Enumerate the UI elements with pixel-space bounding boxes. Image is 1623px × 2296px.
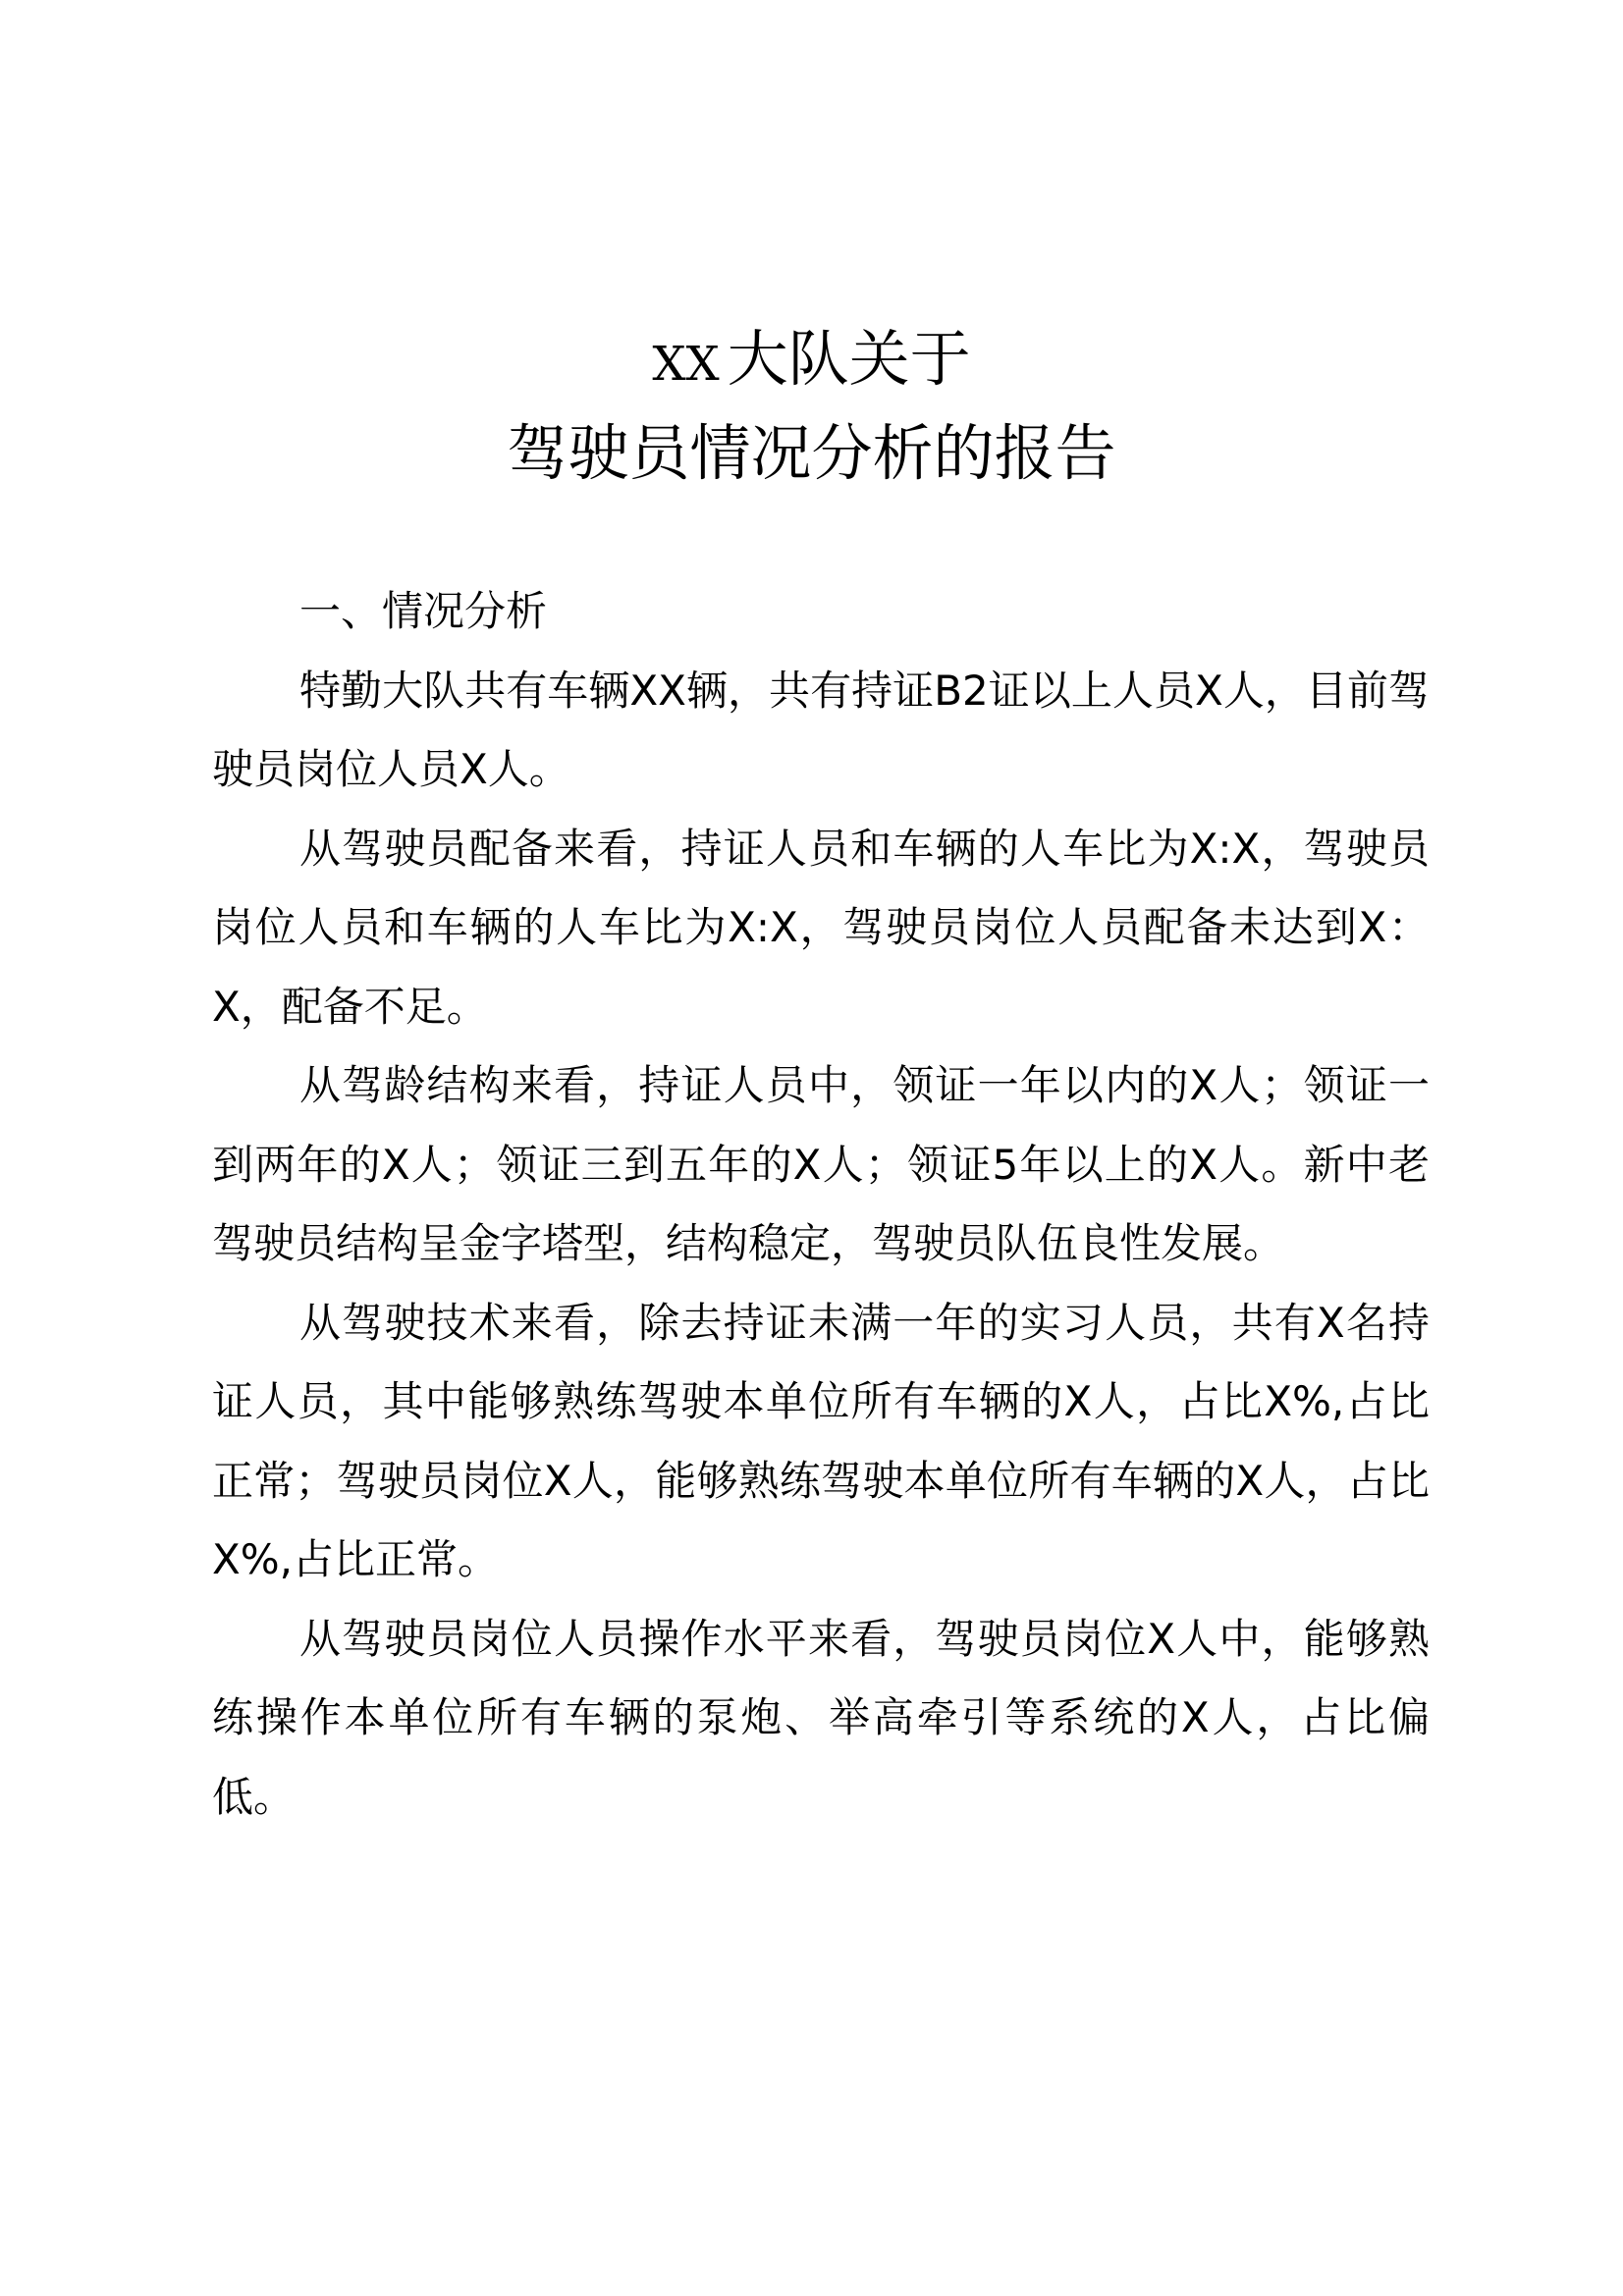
document-body: [212, 572, 1430, 1837]
document-title: [0, 312, 1623, 501]
paragraph-staffing: 从驾驶员配备来看，持证人员和车辆的人车比为X:X，驾驶员岗位人员和车辆的人车比为X:X，驾驶员岗位人员配备未达到X：X，配备不足。: [212, 824, 1430, 1031]
title-prefix: XX: [652, 337, 720, 392]
paragraph-operation-level: 从驾驶员岗位人员操作水平来看，驾驶员岗位X人中，能够熟练操作本单位所有车辆的泵炮、举高牵引等系统的X人，占比偏低。: [212, 1614, 1430, 1821]
paragraph-vehicles: 特勤大队共有车辆XX辆，共有持证B2证以上人员X人，目前驾驶员岗位人员X人。: [212, 666, 1430, 793]
paragraph-driving-age: 从驾龄结构来看，持证人员中，领证一年以内的X人；领证一到两年的X人；领证三到五年的X人；领证5年以上的X人。新中老驾驶员结构呈金字塔型，结构稳定，驾驶员队伍良性发展。: [212, 1061, 1430, 1267]
paragraph-driving-skill: 从驾驶技术来看，除去持证未满一年的实习人员，共有X名持证人员，其中能够熟练驾驶本单位所有车辆的X人，占比X%,占比正常；驾驶员岗位X人，能够熟练驾驶本单位所有车辆的X人，占比X%,占比正常。: [212, 1298, 1430, 1583]
title-line-1: [0, 312, 1623, 406]
title-line-2: 驾驶员情况分析的报告: [507, 417, 1116, 489]
title-line-1-text: 大队关于: [727, 323, 971, 395]
section-heading: 一、情况分析: [299, 587, 548, 635]
